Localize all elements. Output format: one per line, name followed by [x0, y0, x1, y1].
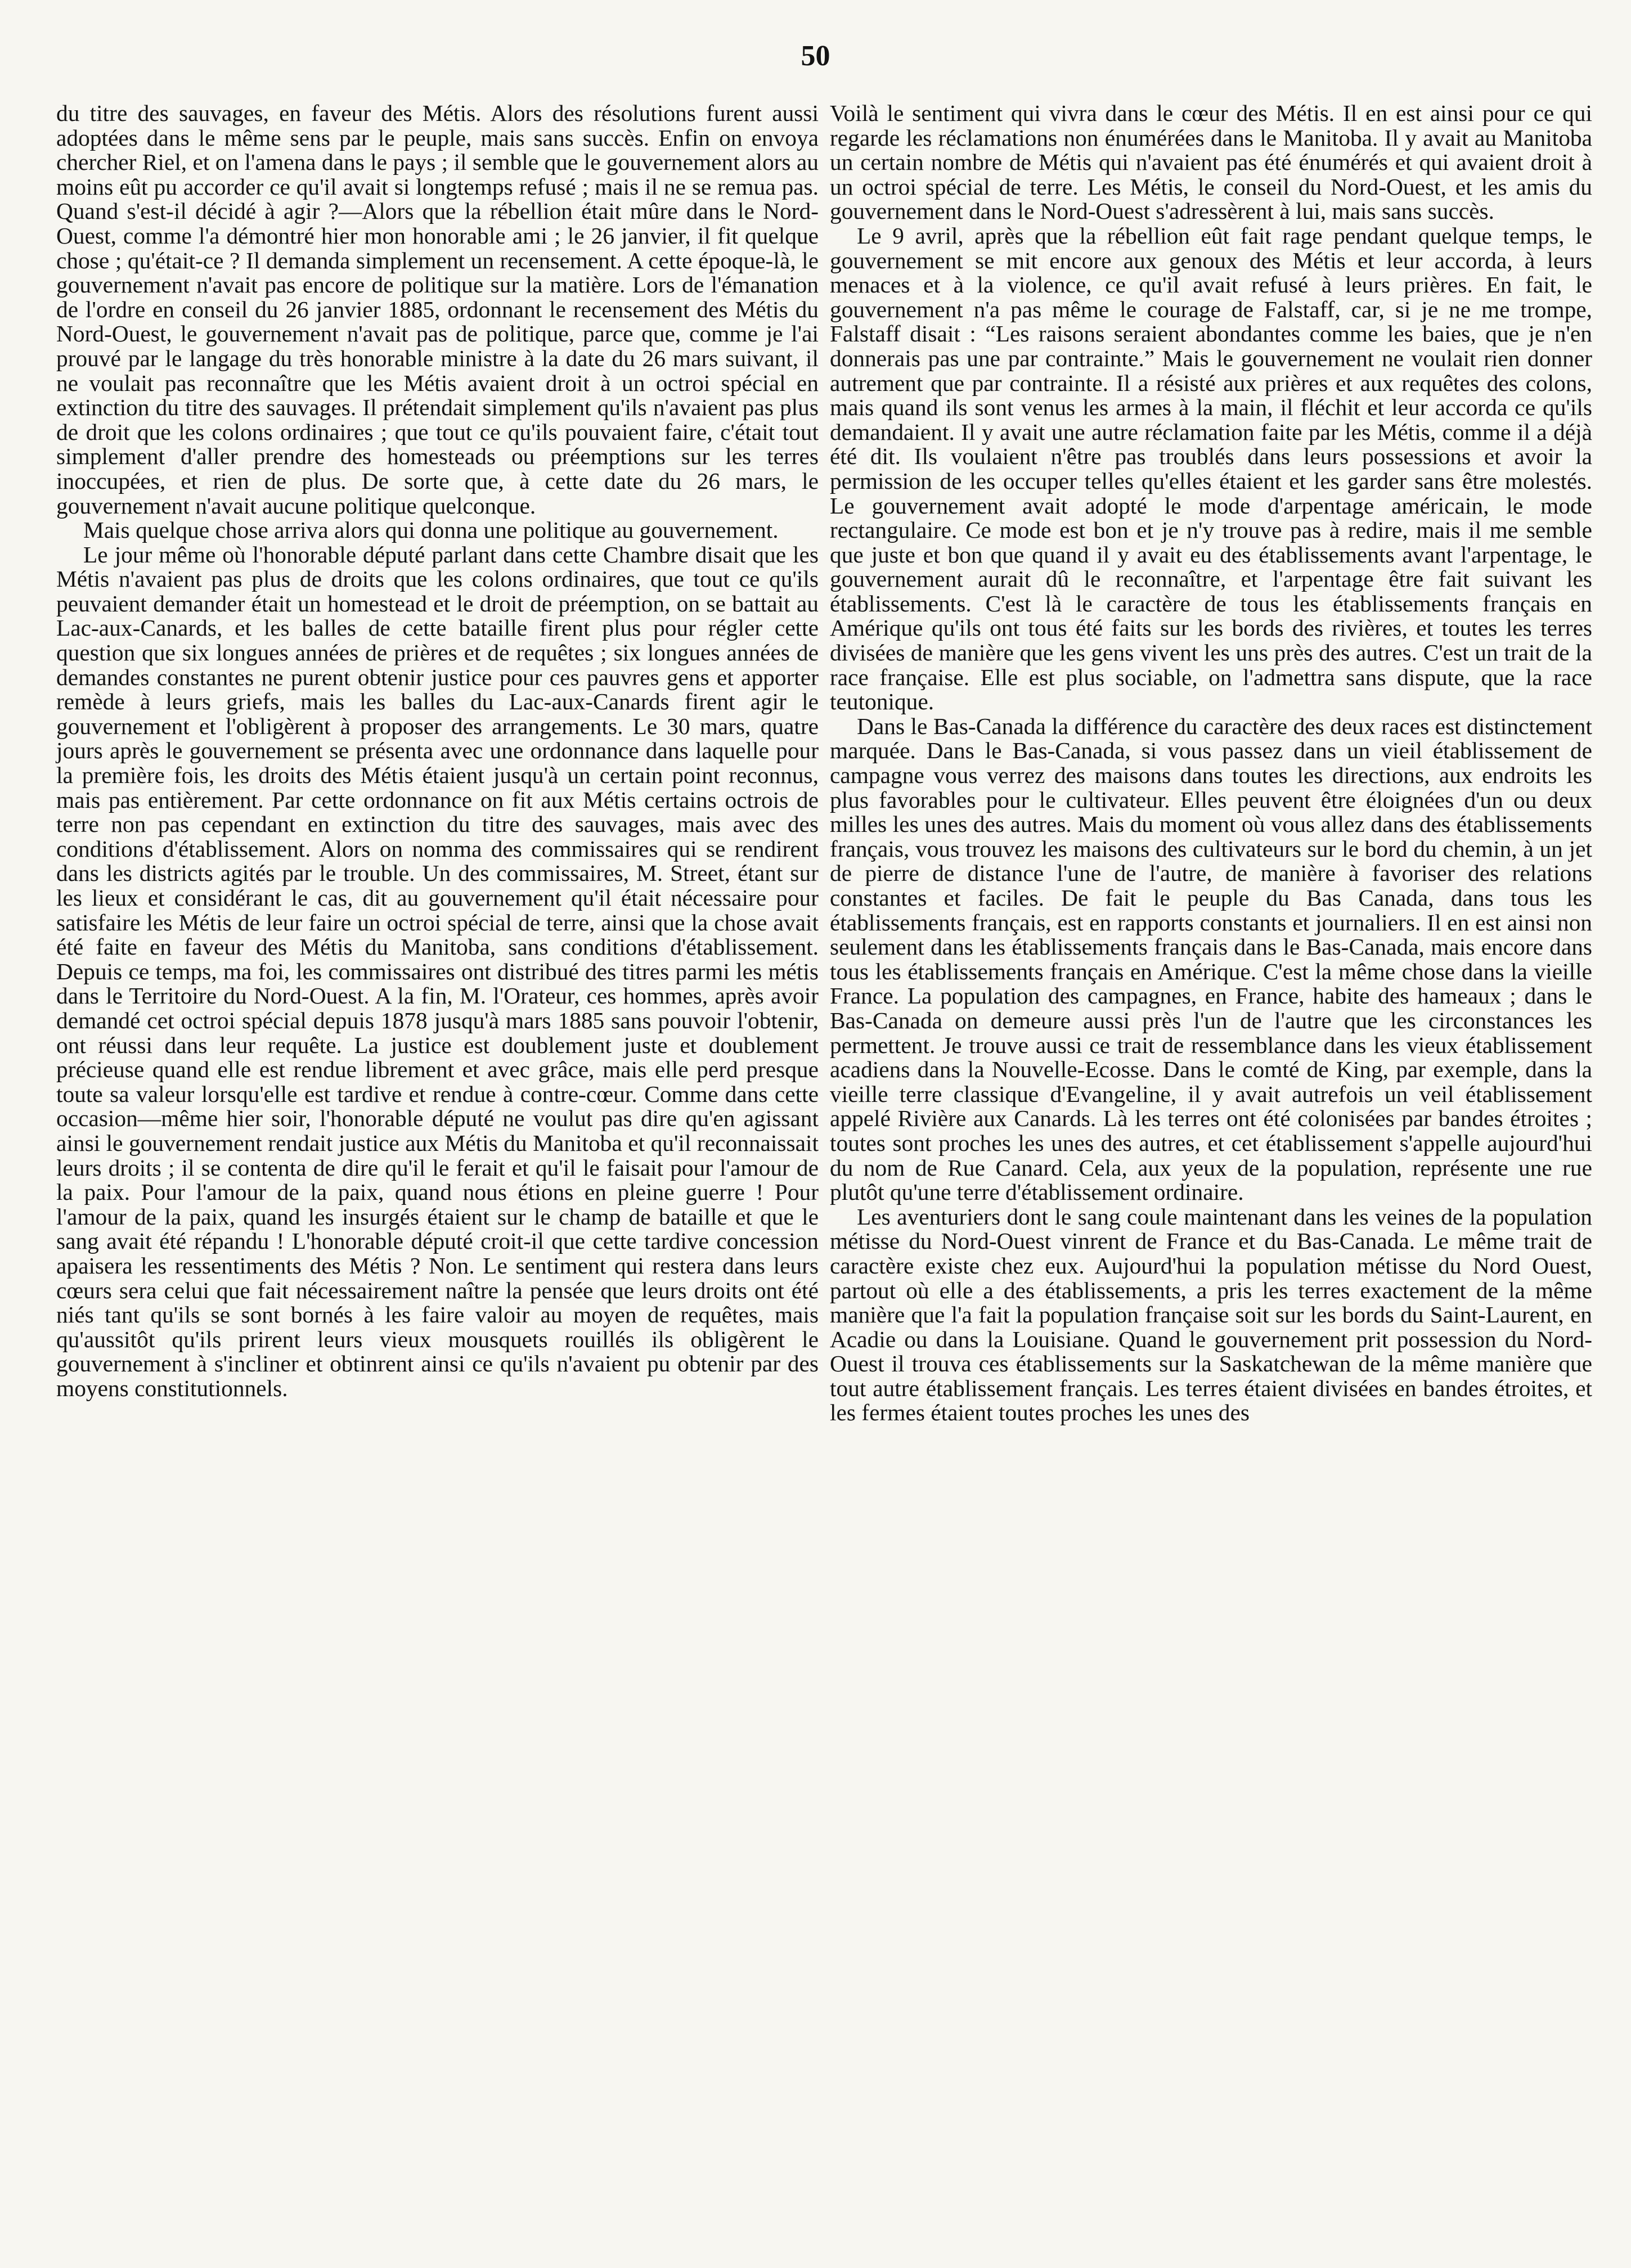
paragraph: Les aventuriers dont le sang coule maintenant dans les veines de la population métisse du Nord-Ouest vinrent de France et du Bas-Canada. Le même trait de caractère existe chez eux. Aujourd'hui la population métisse du Nord Ouest, partout où elle a des établissements, a pris les terres exactement de la même manière que l'a fait la population française soit sur les bords du Saint-Laurent, en Acadie ou dans la Louisiane. Quand le gouvernement prit possession du Nord-Ouest il trouva ces établissements sur la Saskatchewan de la même manière que tout autre établissement français. Les terres étaient divisées en bandes étroites, et les fermes étaient toutes proches les unes des — [830, 1203, 1592, 1426]
left-column — [56, 101, 819, 1401]
paragraph: Mais quelque chose arriva alors qui donna une politique au gouvernement. — [83, 517, 779, 543]
paragraph: Dans le Bas-Canada la différence du caractère des deux races est distinctement marquée. Dans le Bas-Canada, si vous passez dans un vieil établissement de campagne vous verrez des maisons dans toutes les directions, aux endroits les plus favorables pour le cultivateur. Elles peuvent être éloignées d'un ou deux milles les unes des autres. Mais du moment où vous allez dans des établissements français, vous trouvez les maisons des cultivateurs sur le bord du chemin, à un jet de pierre de distance l'une de l'autre, de manière à favoriser des relations constantes et faciles. De fait le peuple du Bas Canada, dans tous les établissements français, est en rapports constants et journaliers. Il en est ainsi non seulement dans les établissements français dans le Bas-Canada, mais encore dans tous les établissements français en Amérique. C'est la même chose dans la vieille France. La population des campagnes, en France, habite des hameaux ; dans le Bas-Canada on demeure aussi près l'un de l'autre que les circonstances les permettent. Je trouve aussi ce trait de ressemblance dans les vieux établissement acadiens dans la Nouvelle-Ecosse. Dans le comté de King, par exemple, dans la vieille terre classique d'Evangeline, il y avait autrefois un veil établissement appelé Rivière aux Canards. Là les terres ont été colonisées par bandes étroites ; toutes sont proches les unes des autres, et cet établissement s'appelle aujourd'hui du nom de Rue Canard. Cela, aux yeux de la population, représente une rue plutôt qu'une terre d'établissement ordinaire. — [830, 713, 1592, 1205]
right-column — [830, 101, 1592, 1425]
paragraph: du titre des sauvages, en faveur des Métis. Alors des résolutions furent aussi adoptées dans le même sens par le peuple, mais sans succès. Enfin on envoya chercher Riel, et on l'amena dans le pays ; il semble que le gouvernement alors au moins eût pu accorder ce qu'il avait si longtemps refusé ; mais il ne se remua pas. Quand s'est-il décidé à agir ?—Alors que la rébellion était mûre dans le Nord-Ouest, comme l'a démontré hier mon honorable ami ; le 26 janvier, il fit quelque chose ; qu'était-ce ? Il demanda simplement un recensement. A cette époque-là, le gouvernement n'avait pas encore de politique sur la matière. Lors de l'émanation de l'ordre en conseil du 26 janvier 1885, ordonnant le recensement des Métis du Nord-Ouest, le gouvernement n'avait pas de politique, parce que, comme je l'ai prouvé par le langage du très honorable ministre à la date du 26 mars suivant, il ne voulait pas reconnaître que les Métis avaient droit à un octroi spécial en extinction du titre des sauvages. Il prétendait simplement qu'ils n'avaient pas plus de droit que les colons ordinaires ; que tout ce qu'ils pouvaient faire, c'était tout simplement d'aller prendre des homesteads ou préemptions sur les terres inoccupées, et rien de plus. De sorte que, à cette date du 26 mars, le gouvernement n'avait aucune politique quelconque. — [56, 100, 819, 519]
paragraph: Le 9 avril, après que la rébellion eût fait rage pendant quelque temps, le gouvernement se mit encore aux genoux des Métis et leur accorda, à leurs menaces et à la violence, ce qu'il avait refusé à leurs prières. En fait, le gouvernement n'a pas même le courage de Falstaff, car, si je ne me trompe, Falstaff disait : “Les raisons seraient abondantes comme les baies, que je n'en donnerais pas une par contrainte.” Mais le gouvernement ne voulait rien donner autrement que par contrainte. Il a résisté aux prières et aux requêtes des colons, mais quand ils sont venus les armes à la main, il fléchit et leur accorda ce qu'ils demandaient. Il y avait une autre réclamation faite par les Métis, comme il a déjà été dit. Ils voulaient n'être pas troublés dans leurs possessions et avoir la permission de les occuper telles qu'elles étaient et les garder sans être molestés. Le gouvernement avait adopté le mode d'arpentage américain, le mode rectangulaire. Ce mode est bon et je n'y trouve pas à redire, mais il me semble que juste et bon que quand il y avait eu des établissements avant l'arpentage, le gouvernement aurait dû le reconnaître, et l'arpentage être fait suivant les établissements. C'est là le caractère de tous les établissements français en Amérique qu'ils ont tous été faits sur les bords des rivières, et toutes les terres divisées de manière que les gens vivent les uns près des autres. C'est un trait de la race française. Elle est plus sociable, on l'admettra sans dispute, que la race teutonique. — [830, 222, 1592, 715]
paragraph: Voilà le sentiment qui vivra dans le cœur des Métis. Il en est ainsi pour ce qui regarde les réclamations non énumérées dans le Manitoba. Il y avait au Manitoba un certain nombre de Métis qui n'avaient pas été énumérés et qui avaient droit à un octroi spécial de terre. Les Métis, le conseil du Nord-Ouest, et les amis du gouvernement dans le Nord-Ouest s'adressèrent à lui, mais sans succès. — [830, 100, 1592, 224]
page-number: 50 — [801, 40, 830, 72]
paragraph: Le jour même où l'honorable député parlant dans cette Chambre disait que les Métis n'avaient pas plus de droits que les colons ordinaires, que tout ce qu'ils peuvaient demander était un homestead et le droit de préemption, on se battait au Lac-aux-Canards, et les balles de cette bataille firent plus pour régler cette question que six longues années de prières et de requêtes ; six longues années de demandes constantes ne purent obtenir justice pour ces pauvres gens et apporter remède à leurs griefs, mais les balles du Lac-aux-Canards firent agir le gouvernement et l'obligèrent à proposer des arrangements. Le 30 mars, quatre jours après le gouvernement se présenta avec une ordonnance dans laquelle pour la première fois, les droits des Métis étaient jusqu'à un certain point reconnus, mais pas entièrement. Par cette ordonnance on fit aux Métis certains octrois de terre non pas cependant en extinction du titre des sauvages, mais avec des conditions d'établissement. Alors on nomma des commissaires qui se rendirent dans les districts agités par le trouble. Un des commissaires, M. Street, étant sur les lieux et considérant le cas, dit au gouvernement qu'il était nécessaire pour satisfaire les Métis de leur faire un octroi spécial de terre, ainsi que la chose avait été faite en faveur des Métis du Manitoba, sans conditions d'établissement. Depuis ce temps, ma foi, les commissaires ont distribué des titres parmi les métis dans le Territoire du Nord-Ouest. A la fin, M. l'Orateur, ces hommes, après avoir demandé cet octroi spécial depuis 1878 jusqu'à mars 1885 sans pouvoir l'obtenir, ont réussi dans leur requête. La justice est doublement juste et doublement précieuse quand elle est rendue librement et avec grâce, mais elle perd presque toute sa valeur lorsqu'elle est tardive et rendue à contre-cœur. Comme dans cette occasion—même hier soir, l'honorable député ne voulut pas dire qu'en agissant ainsi le gouvernement rendait justice aux Métis du Manitoba et qu'il reconnaissait leurs droits ; il se contenta de dire qu'il le ferait et qu'il le faisait pour l'amour de la paix. Pour l'amour de la paix, quand nous étions en pleine guerre ! Pour l'amour de la paix, quand les insurgés étaient sur le champ de bataille et que le sang avait été répandu ! L'honorable député croit-il que cette tardive concession apaisera les ressentiments des Métis ? Non. Le sentiment qui restera dans leurs cœurs sera celui que fait nécessairement naître la pensée que leurs droits ont été niés tant qu'ils se sont bornés à les faire valoir au moyen de requêtes, mais qu'aussitôt qu'ils prirent leurs vieux mousquets rouillés ils obligèrent le gouvernement à s'incliner et obtinrent ainsi ce qu'ils n'avaient pu obtenir par des moyens constitutionnels. — [56, 541, 819, 1401]
